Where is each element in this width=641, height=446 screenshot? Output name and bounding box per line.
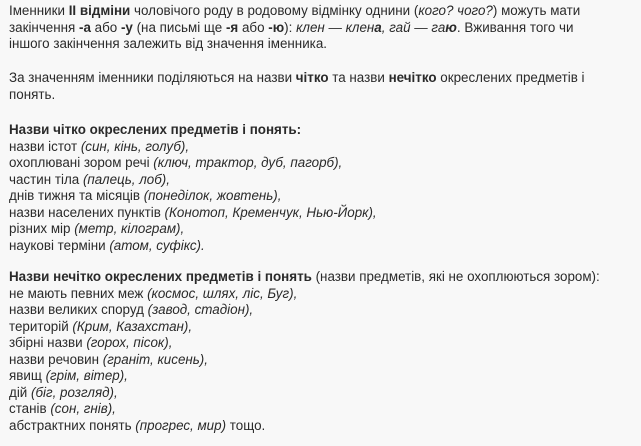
text-segment: та назви — [328, 70, 389, 85]
bold-text: чітко — [295, 70, 329, 85]
bold-text: нечітко — [388, 70, 437, 85]
intro-paragraph — [9, 3, 635, 53]
text-line — [9, 221, 635, 238]
text-line — [9, 319, 635, 336]
text-segment: . Вживання того чи — [456, 19, 574, 35]
bold-text: а — [374, 19, 382, 35]
clearly-defined-list — [9, 122, 635, 254]
text-segment: назви населених пунктів — [9, 204, 165, 220]
italic-example: , гай — га — [381, 19, 446, 35]
text-line — [9, 418, 635, 435]
text-segment: назви речовин — [9, 351, 103, 367]
text-segment: днів тижня та місяців — [9, 188, 144, 203]
text-segment: окреслених предметів і — [436, 70, 585, 85]
classification-paragraph — [9, 70, 635, 103]
text-line — [9, 286, 635, 303]
text-line — [9, 36, 635, 53]
italic-example: (завод, стадіон), — [147, 302, 254, 317]
text-line — [9, 87, 635, 104]
italic-example: (прогрес, мир) — [135, 417, 227, 433]
text-segment: іншого закінчення залежить від значення іменника. — [9, 36, 327, 51]
bold-text: -ю — [268, 19, 285, 35]
italic-example: (син, кінь, голуб), — [80, 138, 190, 154]
text-segment: або — [90, 19, 121, 35]
italic-example: клен — клен — [296, 19, 375, 35]
bold-text: ІІ відміни — [68, 3, 131, 18]
text-segment: (на письмі ще — [132, 19, 226, 35]
text-line — [9, 385, 635, 402]
italic-example: (горох, пісок), — [86, 335, 173, 350]
vaguely-defined-list — [9, 269, 635, 434]
italic-example: (понеділок, жовтень), — [143, 188, 282, 203]
text-segment: дій — [9, 384, 31, 400]
text-line — [9, 335, 635, 352]
text-segment: явищ — [9, 368, 46, 383]
text-line — [9, 3, 635, 20]
bold-text: Назви чітко окреслених предметів і понять: — [9, 122, 302, 137]
text-segment: За значенням іменники поділяються на назви — [9, 70, 296, 85]
text-segment: понять. — [9, 86, 56, 102]
text-segment: територій — [9, 318, 73, 334]
italic-example: (Крим, Казахстан), — [72, 318, 193, 334]
text-segment: (назви предметів, які не охоплюються зором): — [311, 269, 600, 284]
list-heading — [9, 122, 635, 139]
text-segment: або — [238, 19, 269, 35]
text-line — [9, 238, 635, 255]
text-segment: різних мір — [9, 221, 75, 236]
italic-example: (грім, вітер), — [45, 368, 128, 383]
text-line — [9, 172, 635, 189]
italic-example: (ключ, трактор, дуб, пагорб), — [153, 155, 343, 170]
text-line — [9, 302, 635, 319]
italic-example: (граніт, кисень), — [102, 351, 208, 367]
text-line — [9, 401, 635, 418]
bold-text: ю — [445, 19, 457, 35]
text-segment: Іменники — [9, 3, 69, 18]
italic-example: (атом, суфікс). — [109, 237, 205, 253]
bold-text: -а — [79, 19, 91, 35]
text-line — [9, 368, 635, 385]
text-segment: назви істот — [9, 138, 81, 154]
italic-example: (космос, шлях, ліс, Буг), — [147, 285, 298, 301]
text-line — [9, 352, 635, 369]
text-segment: наукові терміни — [9, 237, 110, 253]
bold-text: -я — [225, 19, 239, 35]
bold-text: -у — [120, 19, 133, 35]
text-segment: ): — [284, 19, 297, 35]
text-line — [9, 155, 635, 172]
italic-example: (Конотоп, Кременчук, Нью-Йорк), — [164, 204, 377, 220]
text-line — [9, 70, 635, 87]
text-segment: ) можуть мати — [492, 3, 581, 18]
list-heading — [9, 269, 635, 286]
text-segment: чоловічого роду в родовому відмінку однини ( — [130, 3, 419, 18]
italic-example: (сон, гнів), — [50, 401, 116, 416]
text-segment: частин тіла — [9, 171, 83, 187]
italic-example: кого? чого? — [418, 3, 493, 18]
text-segment: станів — [9, 401, 51, 416]
text-line — [9, 139, 635, 156]
italic-example: (біг, розгляд), — [31, 384, 118, 400]
text-line — [9, 188, 635, 205]
text-segment: збірні назви — [9, 335, 87, 350]
text-segment: абстрактних понять — [9, 417, 136, 433]
text-segment: закінчення — [9, 19, 80, 35]
text-segment: охоплювані зором речі — [9, 155, 154, 170]
bold-text: Назви нечітко окреслених предметів і понять — [9, 269, 312, 284]
text-line — [9, 205, 635, 222]
text-segment: не мають певних меж — [9, 285, 148, 301]
italic-example: (метр, кілограм), — [74, 221, 185, 236]
text-segment: назви великих споруд — [9, 302, 148, 317]
text-segment: тощо. — [226, 417, 266, 433]
text-line — [9, 20, 635, 37]
italic-example: (палець, лоб), — [82, 171, 170, 187]
